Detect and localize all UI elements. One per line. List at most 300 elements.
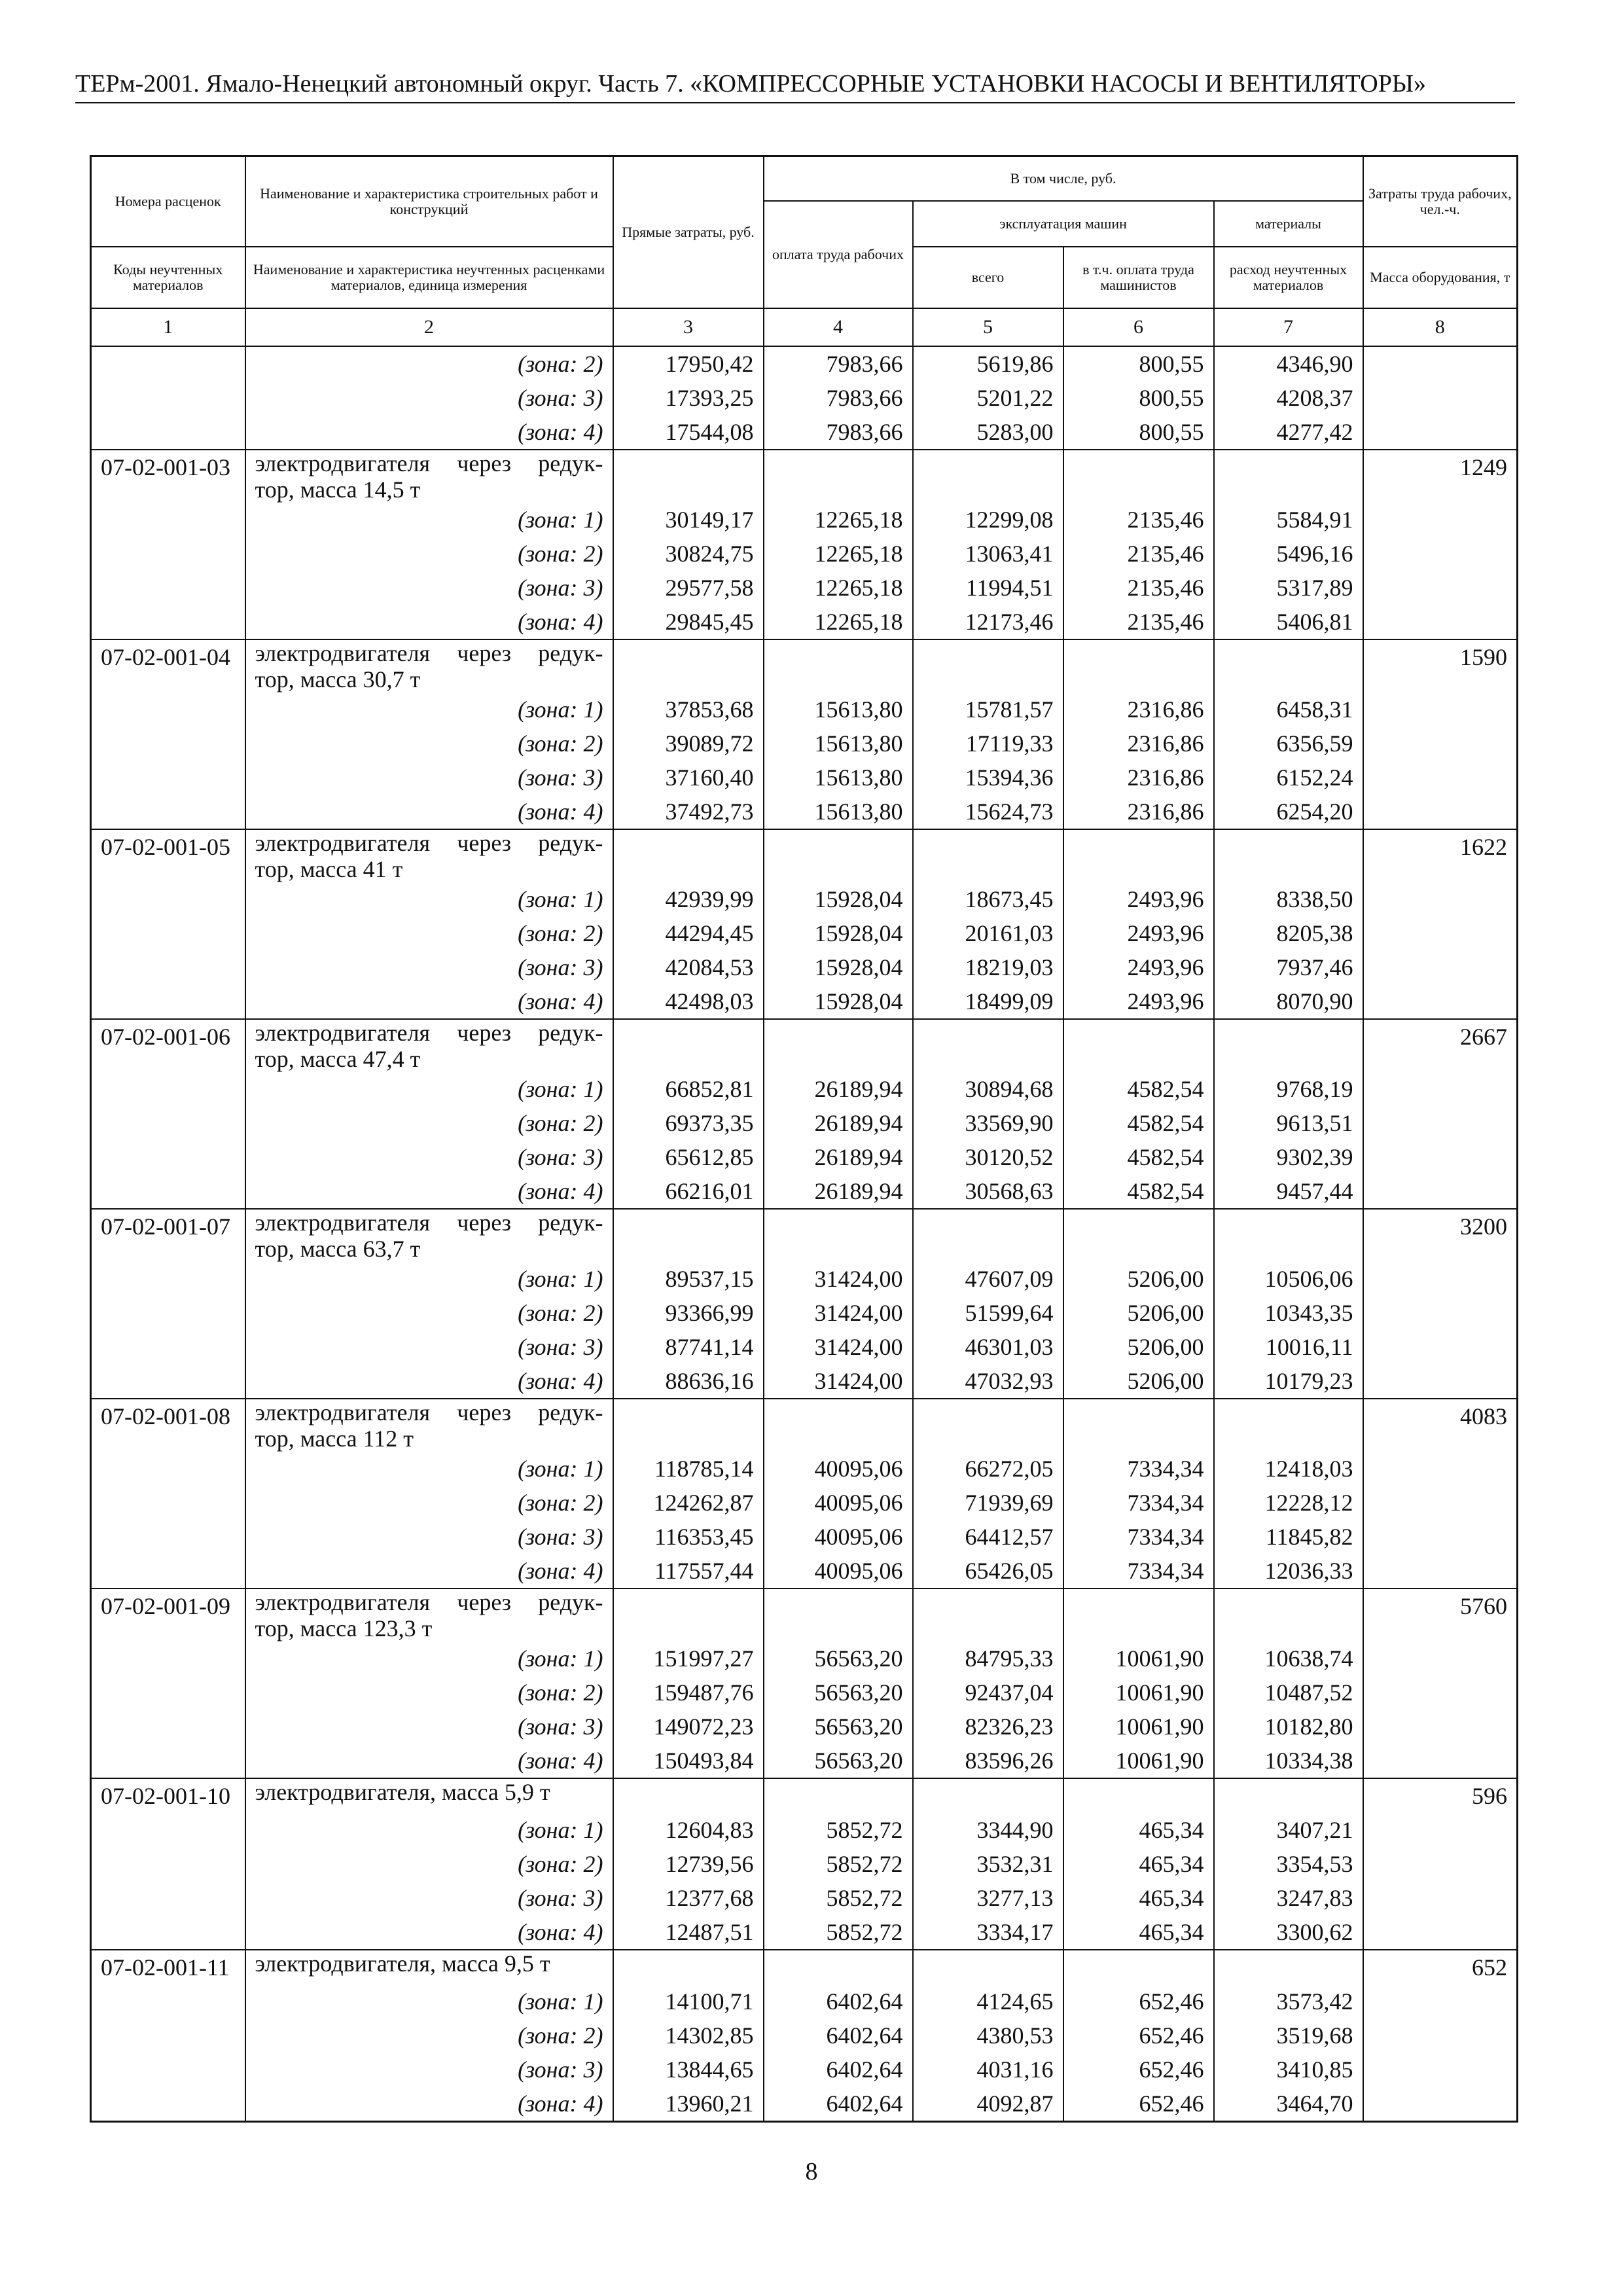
labor-cost: 4083	[1363, 1399, 1518, 1452]
materials-cell: 3300,62	[1214, 1915, 1363, 1950]
rate-row	[91, 1588, 1518, 1641]
machinist-wages-cell: 7334,34	[1063, 1486, 1214, 1520]
direct-costs-cell: 149072,23	[613, 1710, 764, 1744]
empty-cell	[91, 1744, 245, 1778]
empty-cell	[91, 1676, 245, 1710]
zone-row	[91, 1676, 1518, 1710]
labor-cost: 2667	[1363, 1019, 1518, 1072]
direct-costs-cell: 39089,72	[613, 726, 764, 761]
materials-cell: 12418,03	[1214, 1452, 1363, 1486]
direct-costs-cell: 44294,45	[613, 916, 764, 950]
empty-cell	[91, 1452, 245, 1486]
zone-row	[91, 381, 1518, 415]
zone-label: (зона: 4)	[245, 1915, 613, 1950]
rate-code: 07-02-001-08	[91, 1399, 245, 1452]
zone-label: (зона: 3)	[245, 950, 613, 984]
direct-costs-cell: 12487,51	[613, 1915, 764, 1950]
worker-wages-cell: 56563,20	[764, 1744, 913, 1778]
rate-description-line: тор, масса 14,5 т	[255, 476, 421, 503]
rate-row	[91, 829, 1518, 882]
empty-cell	[91, 1330, 245, 1364]
machinist-wages-cell: 2316,86	[1063, 726, 1214, 761]
zone-row	[91, 726, 1518, 761]
empty-cell	[1363, 605, 1518, 639]
empty-cell	[1363, 795, 1518, 829]
zone-label: (зона: 4)	[245, 1364, 613, 1399]
zone-label: (зона: 1)	[245, 692, 613, 726]
column-number: 4	[764, 308, 913, 346]
zone-row	[91, 916, 1518, 950]
machinist-wages-cell: 652,46	[1063, 2018, 1214, 2053]
machines-total-cell: 92437,04	[913, 1676, 1063, 1710]
materials-cell: 8205,38	[1214, 916, 1363, 950]
materials-cell: 5317,89	[1214, 571, 1363, 605]
zone-row	[91, 1486, 1518, 1520]
zone-row	[91, 1641, 1518, 1676]
rate-description-line: тор, масса 123,3 т	[255, 1615, 433, 1641]
machinist-wages-cell: 465,34	[1063, 1915, 1214, 1950]
empty-cell	[1063, 450, 1214, 503]
header-machinist-wages: в т.ч. оплата труда машинистов	[1063, 247, 1214, 308]
rate-description-line: электродвигателя, масса 5,9 т	[255, 1779, 550, 1805]
page-number: 8	[805, 2158, 818, 2185]
zone-label: (зона: 3)	[245, 1710, 613, 1744]
zone-row	[91, 795, 1518, 829]
empty-cell	[91, 605, 245, 639]
empty-cell	[913, 1778, 1063, 1813]
worker-wages-cell: 56563,20	[764, 1641, 913, 1676]
machinist-wages-cell: 465,34	[1063, 1881, 1214, 1915]
empty-cell	[1363, 950, 1518, 984]
empty-cell	[1363, 1140, 1518, 1174]
worker-wages-cell: 31424,00	[764, 1262, 913, 1296]
worker-wages-cell: 56563,20	[764, 1710, 913, 1744]
empty-cell	[1063, 639, 1214, 692]
worker-wages-cell: 12265,18	[764, 571, 913, 605]
worker-wages-cell: 12265,18	[764, 537, 913, 571]
header-labor-costs: Затраты труда рабочих, чел.-ч.	[1363, 156, 1518, 247]
empty-cell	[91, 984, 245, 1019]
materials-cell: 10016,11	[1214, 1330, 1363, 1364]
empty-cell	[91, 571, 245, 605]
empty-cell	[1363, 1641, 1518, 1676]
machinist-wages-cell: 800,55	[1063, 415, 1214, 450]
rate-code: 07-02-001-09	[91, 1588, 245, 1641]
materials-cell: 12228,12	[1214, 1486, 1363, 1520]
empty-cell	[1214, 1209, 1363, 1262]
empty-cell	[913, 829, 1063, 882]
machines-total-cell: 82326,23	[913, 1710, 1063, 1744]
empty-cell	[1363, 1364, 1518, 1399]
empty-cell	[1214, 450, 1363, 503]
empty-cell	[1363, 1486, 1518, 1520]
zone-row	[91, 1106, 1518, 1140]
worker-wages-cell: 15613,80	[764, 692, 913, 726]
zone-label: (зона: 1)	[245, 503, 613, 537]
empty-cell	[764, 1588, 913, 1641]
machines-total-cell: 4092,87	[913, 2087, 1063, 2122]
empty-cell	[764, 1399, 913, 1452]
materials-cell: 11845,82	[1214, 1520, 1363, 1554]
direct-costs-cell: 42084,53	[613, 950, 764, 984]
worker-wages-cell: 26189,94	[764, 1072, 913, 1106]
empty-cell	[1363, 882, 1518, 916]
machinist-wages-cell: 10061,90	[1063, 1710, 1214, 1744]
zone-row	[91, 1847, 1518, 1881]
zone-label: (зона: 1)	[245, 882, 613, 916]
labor-cost: 1622	[1363, 829, 1518, 882]
machines-total-cell: 12299,08	[913, 503, 1063, 537]
machinist-wages-cell: 5206,00	[1063, 1364, 1214, 1399]
direct-costs-cell: 37492,73	[613, 795, 764, 829]
direct-costs-cell: 29577,58	[613, 571, 764, 605]
machines-total-cell: 83596,26	[913, 1744, 1063, 1778]
price-table	[90, 155, 1518, 2123]
materials-cell: 6254,20	[1214, 795, 1363, 829]
empty-cell	[1363, 1813, 1518, 1847]
rate-description-line: тор, масса 112 т	[255, 1426, 414, 1452]
zone-label: (зона: 2)	[245, 1847, 613, 1881]
worker-wages-cell: 26189,94	[764, 1174, 913, 1209]
materials-cell: 6356,59	[1214, 726, 1363, 761]
machinist-wages-cell: 800,55	[1063, 346, 1214, 381]
zone-label: (зона: 2)	[245, 537, 613, 571]
zone-row	[91, 2087, 1518, 2122]
table-header	[91, 156, 1518, 347]
empty-cell	[91, 503, 245, 537]
materials-cell: 5584,91	[1214, 503, 1363, 537]
empty-cell	[1363, 1676, 1518, 1710]
column-number: 6	[1063, 308, 1214, 346]
zone-label: (зона: 2)	[245, 916, 613, 950]
direct-costs-cell: 17393,25	[613, 381, 764, 415]
direct-costs-cell: 13960,21	[613, 2087, 764, 2122]
zone-label: (зона: 3)	[245, 571, 613, 605]
rate-description	[245, 639, 613, 692]
machinist-wages-cell: 4582,54	[1063, 1174, 1214, 1209]
direct-costs-cell: 42939,99	[613, 882, 764, 916]
empty-cell	[1363, 1984, 1518, 2018]
empty-cell	[91, 692, 245, 726]
worker-wages-cell: 6402,64	[764, 2018, 913, 2053]
rate-description	[245, 1950, 613, 1984]
worker-wages-cell: 5852,72	[764, 1847, 913, 1881]
zone-label: (зона: 4)	[245, 415, 613, 450]
zone-label: (зона: 4)	[245, 2087, 613, 2122]
rate-description-line: электродвигателя, масса 9,5 т	[255, 1950, 550, 1977]
machinist-wages-cell: 2316,86	[1063, 761, 1214, 795]
machinist-wages-cell: 2135,46	[1063, 605, 1214, 639]
rate-description-line: электродвигателя через редук-	[255, 450, 603, 476]
zone-label: (зона: 1)	[245, 1641, 613, 1676]
rate-description-line: электродвигателя через редук-	[255, 1589, 603, 1615]
empty-cell	[91, 726, 245, 761]
worker-wages-cell: 15928,04	[764, 984, 913, 1019]
rate-description	[245, 1019, 613, 1072]
header-including: В том числе, руб.	[764, 156, 1363, 202]
machinist-wages-cell: 2316,86	[1063, 795, 1214, 829]
zone-label: (зона: 2)	[245, 1106, 613, 1140]
direct-costs-cell: 124262,87	[613, 1486, 764, 1520]
table-body	[91, 346, 1518, 2122]
empty-cell	[91, 1296, 245, 1330]
column-number: 1	[91, 308, 245, 346]
empty-cell	[91, 1520, 245, 1554]
direct-costs-cell: 30824,75	[613, 537, 764, 571]
direct-costs-cell: 66216,01	[613, 1174, 764, 1209]
zone-row	[91, 537, 1518, 571]
column-number: 5	[913, 308, 1063, 346]
machines-total-cell: 30894,68	[913, 1072, 1063, 1106]
zone-row	[91, 1072, 1518, 1106]
empty-cell	[613, 829, 764, 882]
empty-cell	[1363, 1554, 1518, 1588]
empty-cell	[1363, 692, 1518, 726]
materials-cell: 3519,68	[1214, 2018, 1363, 2053]
direct-costs-cell: 87741,14	[613, 1330, 764, 1364]
empty-cell	[91, 950, 245, 984]
header-work-description: Наименование и характеристика строительных работ и конструкций	[245, 156, 613, 247]
materials-cell: 3464,70	[1214, 2087, 1363, 2122]
materials-cell: 12036,33	[1214, 1554, 1363, 1588]
empty-cell	[1363, 761, 1518, 795]
empty-cell	[91, 537, 245, 571]
empty-cell	[1363, 1452, 1518, 1486]
worker-wages-cell: 31424,00	[764, 1330, 913, 1364]
rate-description-line: электродвигателя через редук-	[255, 1399, 603, 1426]
materials-cell: 10182,80	[1214, 1710, 1363, 1744]
machines-total-cell: 51599,64	[913, 1296, 1063, 1330]
direct-costs-cell: 116353,45	[613, 1520, 764, 1554]
direct-costs-cell: 69373,35	[613, 1106, 764, 1140]
zone-row	[91, 1520, 1518, 1554]
machines-total-cell: 84795,33	[913, 1641, 1063, 1676]
rate-code: 07-02-001-03	[91, 450, 245, 503]
worker-wages-cell: 40095,06	[764, 1520, 913, 1554]
empty-cell	[1363, 984, 1518, 1019]
zone-row	[91, 1452, 1518, 1486]
materials-cell: 10334,38	[1214, 1744, 1363, 1778]
empty-cell	[1363, 537, 1518, 571]
machines-total-cell: 5283,00	[913, 415, 1063, 450]
direct-costs-cell: 12739,56	[613, 1847, 764, 1881]
machinist-wages-cell: 465,34	[1063, 1847, 1214, 1881]
zone-label: (зона: 4)	[245, 605, 613, 639]
worker-wages-cell: 26189,94	[764, 1140, 913, 1174]
header-material-codes: Коды неучтенных материалов	[91, 247, 245, 308]
direct-costs-cell: 37160,40	[613, 761, 764, 795]
machinist-wages-cell: 2493,96	[1063, 882, 1214, 916]
empty-cell	[1363, 1847, 1518, 1881]
worker-wages-cell: 31424,00	[764, 1364, 913, 1399]
worker-wages-cell: 40095,06	[764, 1554, 913, 1588]
empty-cell	[91, 1710, 245, 1744]
machinist-wages-cell: 2135,46	[1063, 571, 1214, 605]
empty-cell	[91, 1072, 245, 1106]
machinist-wages-cell: 7334,34	[1063, 1554, 1214, 1588]
header-rate-number: Номера расценок	[91, 156, 245, 247]
zone-label: (зона: 2)	[245, 1296, 613, 1330]
zone-label: (зона: 1)	[245, 1262, 613, 1296]
rate-description	[245, 1588, 613, 1641]
worker-wages-cell: 6402,64	[764, 2053, 913, 2087]
empty-cell	[613, 1209, 764, 1262]
empty-cell	[1363, 503, 1518, 537]
machinist-wages-cell: 2493,96	[1063, 950, 1214, 984]
machinist-wages-cell: 10061,90	[1063, 1641, 1214, 1676]
direct-costs-cell: 88636,16	[613, 1364, 764, 1399]
empty-cell	[1063, 1950, 1214, 1984]
machinist-wages-cell: 4582,54	[1063, 1106, 1214, 1140]
empty-cell	[1363, 1296, 1518, 1330]
machinist-wages-cell: 4582,54	[1063, 1072, 1214, 1106]
machines-total-cell: 71939,69	[913, 1486, 1063, 1520]
empty-cell	[91, 1106, 245, 1140]
empty-cell	[91, 2087, 245, 2122]
worker-wages-cell: 12265,18	[764, 503, 913, 537]
empty-cell	[1214, 829, 1363, 882]
header-material-description: Наименование и характеристика неучтенных расценками материалов, единица измерения	[245, 247, 613, 308]
empty-cell	[91, 795, 245, 829]
machinist-wages-cell: 5206,00	[1063, 1330, 1214, 1364]
materials-cell: 3247,83	[1214, 1881, 1363, 1915]
empty-cell	[91, 1174, 245, 1209]
machines-total-cell: 5201,22	[913, 381, 1063, 415]
direct-costs-cell: 89537,15	[613, 1262, 764, 1296]
worker-wages-cell: 15928,04	[764, 916, 913, 950]
materials-cell: 9457,44	[1214, 1174, 1363, 1209]
empty-cell	[613, 1019, 764, 1072]
rate-code: 07-02-001-06	[91, 1019, 245, 1072]
zone-label: (зона: 1)	[245, 1813, 613, 1847]
zone-label: (зона: 3)	[245, 381, 613, 415]
empty-cell	[1063, 1778, 1214, 1813]
header-equipment-mass: Масса оборудования, т	[1363, 247, 1518, 308]
empty-cell	[1063, 1209, 1214, 1262]
zone-label: (зона: 2)	[245, 726, 613, 761]
empty-cell	[91, 1847, 245, 1881]
worker-wages-cell: 15613,80	[764, 761, 913, 795]
worker-wages-cell: 40095,06	[764, 1486, 913, 1520]
materials-cell: 10638,74	[1214, 1641, 1363, 1676]
worker-wages-cell: 26189,94	[764, 1106, 913, 1140]
empty-cell	[764, 639, 913, 692]
zone-row	[91, 984, 1518, 1019]
header-direct-costs: Прямые затраты, руб.	[613, 156, 764, 309]
worker-wages-cell: 7983,66	[764, 381, 913, 415]
zone-label: (зона: 1)	[245, 1072, 613, 1106]
rate-code: 07-02-001-10	[91, 1778, 245, 1813]
zone-label: (зона: 3)	[245, 1330, 613, 1364]
worker-wages-cell: 7983,66	[764, 346, 913, 381]
machines-total-cell: 15394,36	[913, 761, 1063, 795]
empty-cell	[764, 450, 913, 503]
empty-cell	[913, 1588, 1063, 1641]
rate-description-line: электродвигателя через редук-	[255, 1020, 603, 1046]
direct-costs-cell: 14302,85	[613, 2018, 764, 2053]
machines-total-cell: 4124,65	[913, 1984, 1063, 2018]
labor-cost: 5760	[1363, 1588, 1518, 1641]
direct-costs-cell: 30149,17	[613, 503, 764, 537]
empty-cell	[91, 1984, 245, 2018]
worker-wages-cell: 56563,20	[764, 1676, 913, 1710]
machines-total-cell: 47607,09	[913, 1262, 1063, 1296]
direct-costs-cell: 65612,85	[613, 1140, 764, 1174]
empty-cell	[613, 1588, 764, 1641]
worker-wages-cell: 12265,18	[764, 605, 913, 639]
empty-cell	[1363, 1262, 1518, 1296]
machines-total-cell: 17119,33	[913, 726, 1063, 761]
empty-cell	[91, 1881, 245, 1915]
rate-description	[245, 829, 613, 882]
machinist-wages-cell: 10061,90	[1063, 1676, 1214, 1710]
column-number: 8	[1363, 308, 1518, 346]
worker-wages-cell: 15613,80	[764, 726, 913, 761]
empty-cell	[1363, 2053, 1518, 2087]
empty-cell	[1363, 1744, 1518, 1778]
column-number: 2	[245, 308, 613, 346]
empty-cell	[91, 916, 245, 950]
empty-cell	[1363, 1520, 1518, 1554]
zone-row	[91, 882, 1518, 916]
materials-cell: 3573,42	[1214, 1984, 1363, 2018]
rate-row	[91, 1950, 1518, 1984]
zone-row	[91, 1710, 1518, 1744]
empty-cell	[1363, 916, 1518, 950]
machinist-wages-cell: 5206,00	[1063, 1262, 1214, 1296]
empty-cell	[1214, 639, 1363, 692]
empty-cell	[91, 1140, 245, 1174]
materials-cell: 8070,90	[1214, 984, 1363, 1019]
rate-row	[91, 450, 1518, 503]
empty-cell	[1363, 1106, 1518, 1140]
zone-row	[91, 2018, 1518, 2053]
header-machines-total: всего	[913, 247, 1063, 308]
zone-label: (зона: 3)	[245, 1140, 613, 1174]
empty-cell	[764, 1209, 913, 1262]
machines-total-cell: 46301,03	[913, 1330, 1063, 1364]
machines-total-cell: 3532,31	[913, 1847, 1063, 1881]
empty-cell	[613, 1778, 764, 1813]
direct-costs-cell: 17950,42	[613, 346, 764, 381]
direct-costs-cell: 151997,27	[613, 1641, 764, 1676]
direct-costs-cell: 117557,44	[613, 1554, 764, 1588]
labor-cost: 3200	[1363, 1209, 1518, 1262]
machines-total-cell: 3277,13	[913, 1881, 1063, 1915]
zone-row	[91, 950, 1518, 984]
materials-cell: 10343,35	[1214, 1296, 1363, 1330]
zone-row	[91, 503, 1518, 537]
machinist-wages-cell: 4582,54	[1063, 1140, 1214, 1174]
machines-total-cell: 30120,52	[913, 1140, 1063, 1174]
machines-total-cell: 15624,73	[913, 795, 1063, 829]
direct-costs-cell: 159487,76	[613, 1676, 764, 1710]
materials-cell: 5496,16	[1214, 537, 1363, 571]
materials-cell: 6458,31	[1214, 692, 1363, 726]
zone-row	[91, 1813, 1518, 1847]
zone-row	[91, 571, 1518, 605]
machinist-wages-cell: 7334,34	[1063, 1520, 1214, 1554]
empty-cell	[1063, 1399, 1214, 1452]
empty-cell	[91, 1262, 245, 1296]
zone-row	[91, 692, 1518, 726]
empty-cell	[1363, 1072, 1518, 1106]
worker-wages-cell: 5852,72	[764, 1881, 913, 1915]
empty-cell	[1363, 726, 1518, 761]
machines-total-cell: 4031,16	[913, 2053, 1063, 2087]
machines-total-cell: 4380,53	[913, 2018, 1063, 2053]
empty-cell	[1363, 1330, 1518, 1364]
